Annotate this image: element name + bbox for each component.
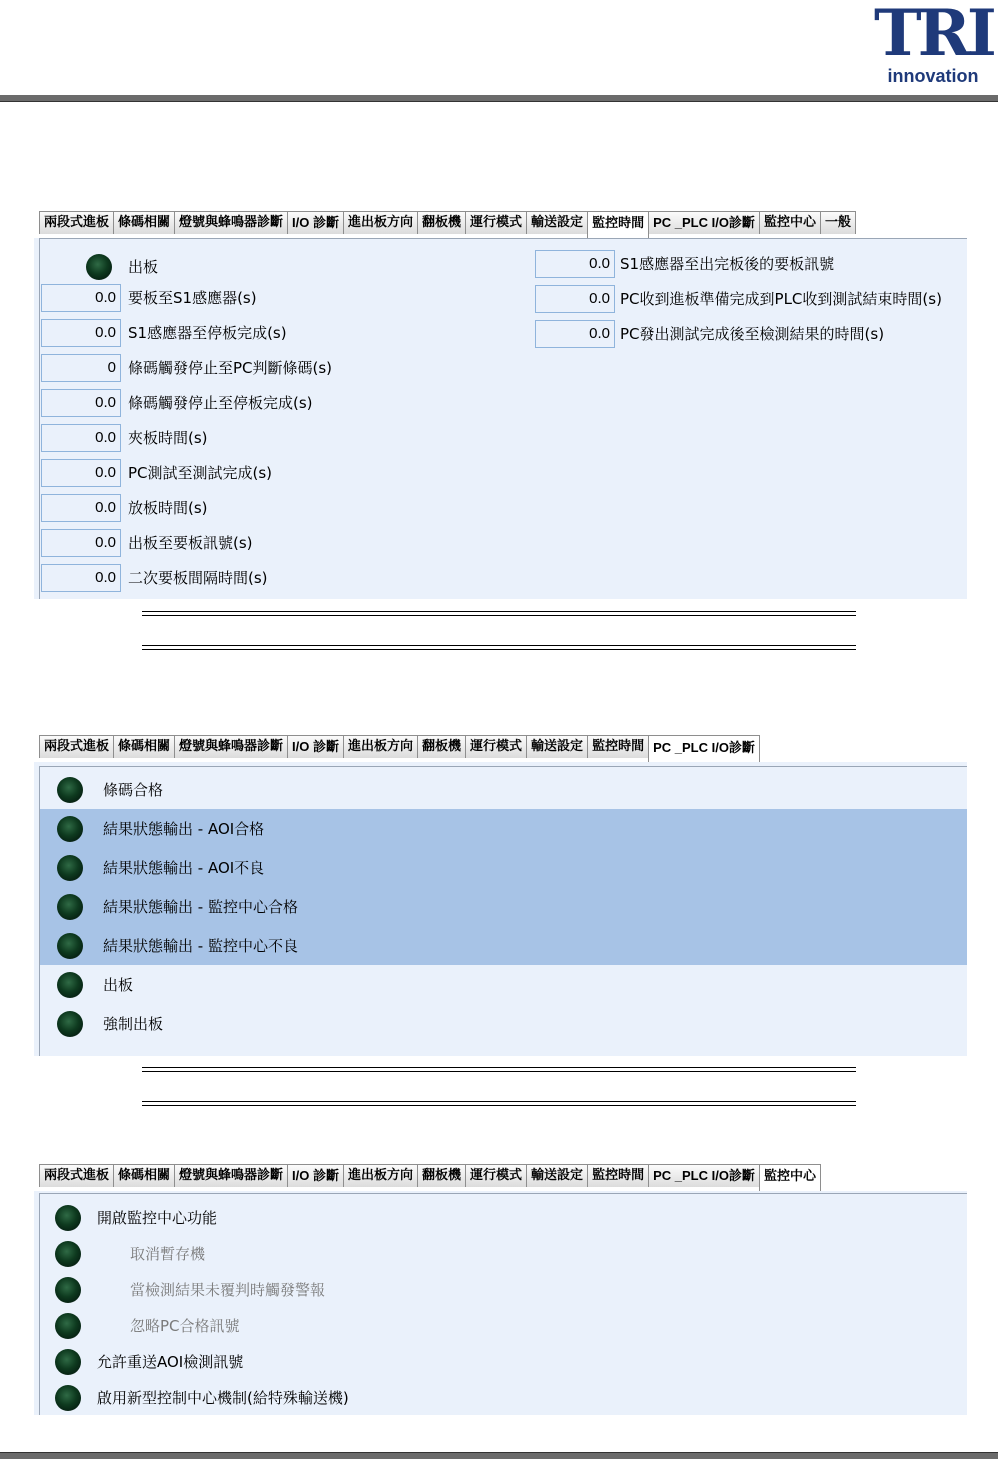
io-signal-label: 強制出板 xyxy=(103,1015,164,1033)
tab-item[interactable]: 監控中心 xyxy=(759,1164,821,1191)
io-status-indicator-icon xyxy=(57,855,83,881)
time-field-label: 條碼觸發停止至PC判斷條碼(s) xyxy=(128,359,333,377)
tab-item[interactable]: 一般 xyxy=(820,211,856,234)
separator xyxy=(142,1101,856,1106)
tab-item[interactable]: I/O 診斷 xyxy=(287,1164,344,1187)
tab-bar xyxy=(34,210,967,238)
time-field-label: 要板至S1感應器(s) xyxy=(128,289,257,307)
tab-item[interactable]: 輸送設定 xyxy=(526,735,588,758)
option-toggle-icon[interactable] xyxy=(55,1241,81,1267)
io-status-indicator-icon xyxy=(57,933,83,959)
header-rule xyxy=(0,95,998,102)
tri-innovation-logo xyxy=(874,0,993,86)
io-signal-label: 條碼合格 xyxy=(103,781,164,799)
time-value-field[interactable]: 0.0 xyxy=(41,319,121,347)
time-value-field[interactable]: 0.0 xyxy=(535,320,615,348)
time-value-field[interactable]: 0 xyxy=(41,354,121,382)
io-status-indicator-icon xyxy=(57,777,83,803)
separator xyxy=(142,611,856,616)
io-signal-label: 結果狀態輸出 - AOI不良 xyxy=(103,859,265,877)
time-value-field[interactable]: 0.0 xyxy=(41,564,121,592)
monitor-option-label: 忽略PC合格訊號 xyxy=(130,1317,240,1335)
time-field-label: PC收到進板準備完成到PLC收到測試結束時間(s) xyxy=(620,290,942,308)
time-field-label: 條碼觸發停止至停板完成(s) xyxy=(128,394,313,412)
monitor-option-label: 啟用新型控制中心機制(給特殊輸送機) xyxy=(97,1389,349,1407)
tab-item[interactable]: 燈號與蜂鳴器診斷 xyxy=(174,1164,288,1187)
time-value-field[interactable]: 0.0 xyxy=(41,389,121,417)
tab-item[interactable]: 條碼相關 xyxy=(113,211,175,234)
time-field-label: PC測試至測試完成(s) xyxy=(128,464,273,482)
tab-item[interactable]: 燈號與蜂鳴器診斷 xyxy=(174,735,288,758)
tab-item[interactable]: 條碼相關 xyxy=(113,735,175,758)
time-value-field[interactable]: 0.0 xyxy=(41,424,121,452)
io-signal-label: 結果狀態輸出 - 監控中心不良 xyxy=(103,937,298,955)
out-board-indicator-icon xyxy=(86,254,112,280)
separator xyxy=(142,645,856,650)
tab-item[interactable]: 監控時間 xyxy=(587,735,649,758)
tab-item[interactable]: 翻板機 xyxy=(417,211,466,234)
time-value-field[interactable]: 0.0 xyxy=(41,284,121,312)
monitor-option-label: 允許重送AOI檢測訊號 xyxy=(97,1353,244,1371)
tab-item[interactable]: 運行模式 xyxy=(465,211,527,234)
time-value-field[interactable]: 0.0 xyxy=(41,459,121,487)
tab-item[interactable]: 翻板機 xyxy=(417,735,466,758)
option-toggle-icon[interactable] xyxy=(55,1349,81,1375)
time-value-field[interactable]: 0.0 xyxy=(41,529,121,557)
tab-item[interactable]: 條碼相關 xyxy=(113,1164,175,1187)
io-status-indicator-icon xyxy=(57,972,83,998)
tab-item[interactable]: 兩段式進板 xyxy=(39,1164,114,1187)
time-value-field[interactable]: 0.0 xyxy=(535,250,615,278)
monitor-option-label: 開啟監控中心功能 xyxy=(97,1209,218,1227)
monitor-option-label: 取消暫存機 xyxy=(130,1245,206,1263)
tab-item[interactable]: I/O 診斷 xyxy=(287,735,344,758)
out-board-label: 出板 xyxy=(128,258,159,276)
option-toggle-icon[interactable] xyxy=(55,1277,81,1303)
tab-bar xyxy=(34,1163,967,1191)
option-toggle-icon[interactable] xyxy=(55,1205,81,1231)
tab-item[interactable]: 輸送設定 xyxy=(526,211,588,234)
io-signal-label: 結果狀態輸出 - 監控中心合格 xyxy=(103,898,298,916)
tab-item[interactable]: 監控時間 xyxy=(587,211,649,238)
time-field-label: 夾板時間(s) xyxy=(128,429,208,447)
logo-subtitle: innovation xyxy=(887,66,979,86)
tab-item[interactable]: 進出板方向 xyxy=(343,1164,418,1187)
pc-plc-io-panel xyxy=(34,734,967,1056)
tab-item[interactable]: PC _PLC I/O診斷 xyxy=(648,735,760,762)
tab-item[interactable]: 翻板機 xyxy=(417,1164,466,1187)
tab-item[interactable]: 進出板方向 xyxy=(343,211,418,234)
tab-item[interactable]: 監控中心 xyxy=(759,211,821,234)
logo-brand: TRI xyxy=(874,0,993,71)
tab-item[interactable]: I/O 診斷 xyxy=(287,211,344,234)
option-toggle-icon[interactable] xyxy=(55,1313,81,1339)
tab-item[interactable]: 兩段式進板 xyxy=(39,735,114,758)
tab-item[interactable]: 運行模式 xyxy=(465,1164,527,1187)
tab-item[interactable]: 運行模式 xyxy=(465,735,527,758)
io-signal-label: 結果狀態輸出 - AOI合格 xyxy=(103,820,265,838)
footer-rule xyxy=(0,1452,998,1459)
option-toggle-icon[interactable] xyxy=(55,1385,81,1411)
tab-item[interactable]: PC _PLC I/O診斷 xyxy=(648,1164,760,1187)
monitor-time-panel xyxy=(34,210,967,599)
io-status-indicator-icon xyxy=(57,816,83,842)
tab-bar xyxy=(34,734,967,762)
io-status-indicator-icon xyxy=(57,894,83,920)
tab-content xyxy=(39,238,967,599)
time-field-label: S1感應器至停板完成(s) xyxy=(128,324,287,342)
monitor-center-panel xyxy=(34,1163,967,1415)
tab-item[interactable]: 燈號與蜂鳴器診斷 xyxy=(174,211,288,234)
time-value-field[interactable]: 0.0 xyxy=(535,285,615,313)
io-status-indicator-icon xyxy=(57,1011,83,1037)
time-value-field[interactable]: 0.0 xyxy=(41,494,121,522)
time-field-label: S1感應器至出完板後的要板訊號 xyxy=(620,255,835,273)
tab-item[interactable]: 輸送設定 xyxy=(526,1164,588,1187)
tab-item[interactable]: 監控時間 xyxy=(587,1164,649,1187)
separator xyxy=(142,1067,856,1072)
time-field-label: 出板至要板訊號(s) xyxy=(128,534,253,552)
time-field-label: 二次要板間隔時間(s) xyxy=(128,569,268,587)
tab-item[interactable]: 進出板方向 xyxy=(343,735,418,758)
time-field-label: PC發出測試完成後至檢測結果的時間(s) xyxy=(620,325,885,343)
time-field-label: 放板時間(s) xyxy=(128,499,208,517)
monitor-option-label: 當檢測結果未覆判時觸發警報 xyxy=(130,1281,326,1299)
io-signal-label: 出板 xyxy=(103,976,134,994)
tab-item[interactable]: PC _PLC I/O診斷 xyxy=(648,211,760,234)
tab-content xyxy=(39,766,967,1056)
tab-item[interactable]: 兩段式進板 xyxy=(39,211,114,234)
tab-content xyxy=(39,1193,967,1415)
